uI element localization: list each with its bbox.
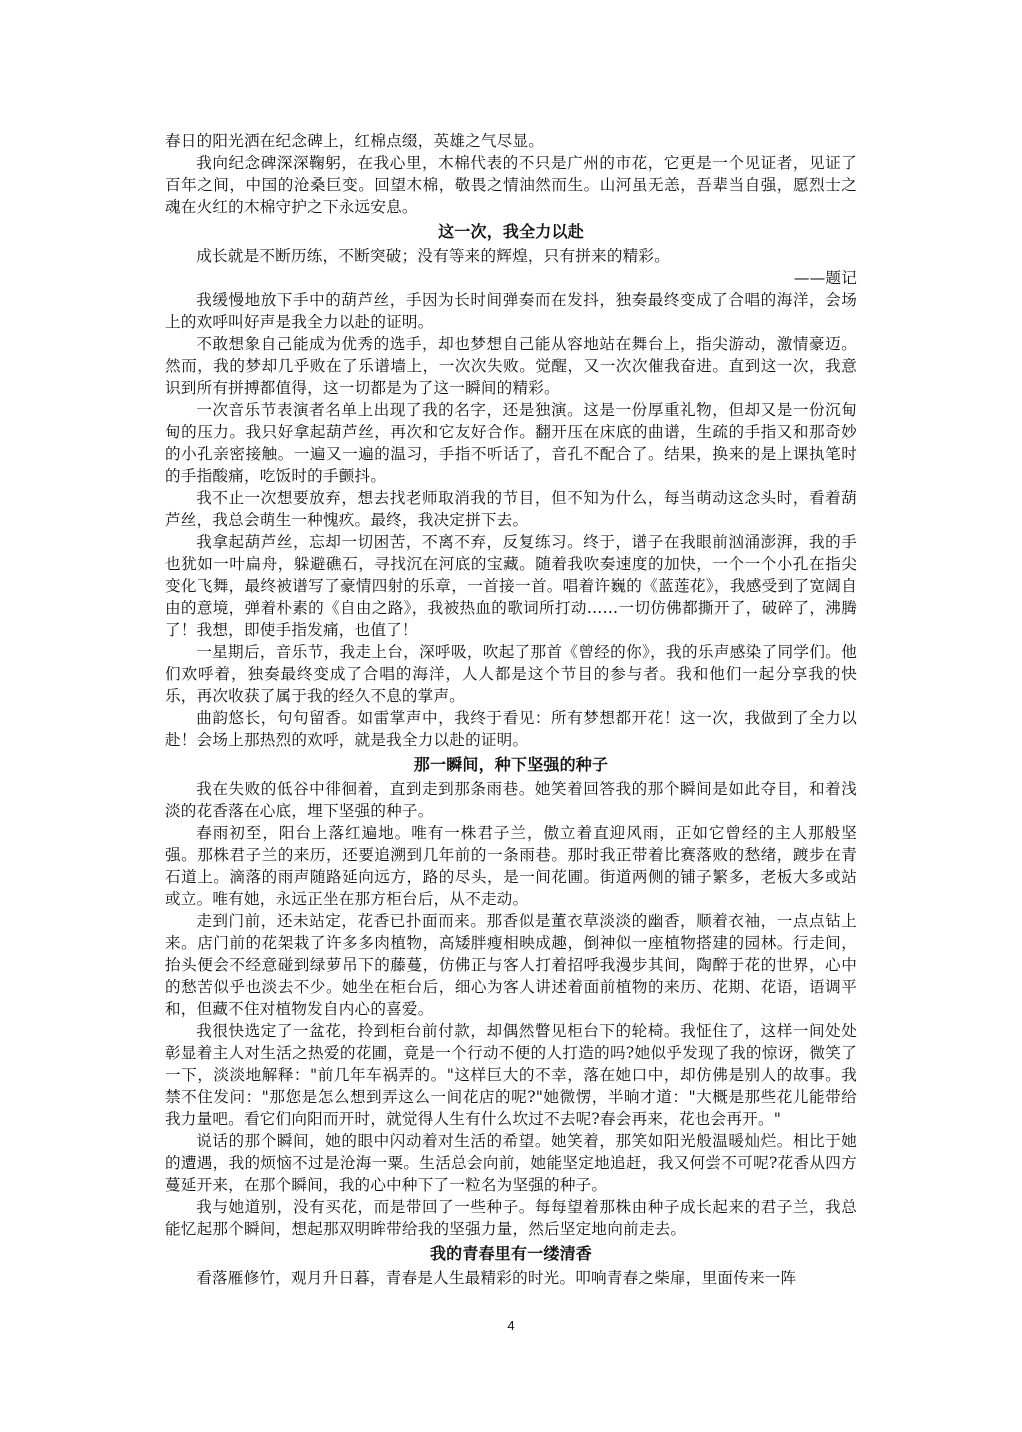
paragraph: 我在失败的低谷中徘徊着，直到走到那条雨巷。她笑着回答我的那个瞬间是如此夺目，和着浅淡的花香落在心底，埋下坚强的种子。	[165, 780, 857, 820]
paragraph: 我拿起葫芦丝，忘却一切困苦，不离不弃，反复练习。终于，谱子在我眼前汹涌澎湃，我的手也犹如一叶扁舟，躲避礁石，寻找沉在河底的宝藏。随着我吹奏速度的加快，一个一个小孔在指尖变化飞舞，最终被谱写了豪情四射的乐章，一首接一首。唱着许巍的《蓝莲花》，我感受到了宽阔自由的意境，弹着朴素的《自由之路》，我被热血的歌词所打动……一切仿佛都撕开了，破碎了，沸腾了！我想，即使手指发痛，也值了！	[165, 533, 857, 639]
paragraph: 一次音乐节表演者名单上出现了我的名字，还是独演。这是一份厚重礼物，但却又是一份沉甸甸的压力。我只好拿起葫芦丝，再次和它友好合作。翻开压在床底的曲谱，生疏的手指又和那奇妙的小孔亲密接触。一遍又一遍的温习，手指不听话了，音孔不配合了。结果，换来的是上课执笔时的手指酸痛，吃饭时的手颤抖。	[165, 401, 857, 485]
paragraph: 我与她道别，没有买花，而是带回了一些种子。每每望着那株由种子成长起来的君子兰，我总能忆起那个瞬间，想起那双明眸带给我的坚强力量，然后坚定地向前走去。	[165, 1198, 857, 1238]
paragraph: 说话的那个瞬间，她的眼中闪动着对生活的希望。她笑着，那笑如阳光般温暖灿烂。相比于她的遭遇，我的烦恼不过是沧海一粟。生活总会向前，她能坚定地追赶，我又何尝不可呢?花香从四方蔓延开来，在那个瞬间，我的心中种下了一粒名为坚强的种子。	[165, 1132, 857, 1194]
epigraph: 成长就是不断历练，不断突破；没有等来的辉煌，只有拼来的精彩。	[196, 247, 671, 265]
paragraph: 不敢想象自己能成为优秀的选手，却也梦想自己能从容地站在舞台上，指尖游动，激情豪迈。然而，我的梦却几乎败在了乐谱墙上，一次次失败。觉醒，又一次次催我奋进。直到这一次，我意识到所有拼搏都值得，这一切都是为了这一瞬间的精彩。	[165, 335, 857, 397]
paragraph: 一星期后，音乐节，我走上台，深呼吸，吹起了那首《曾经的你》，我的乐声感染了同学们。他们欢呼着，独奏最终变成了合唱的海洋，人人都是这个节目的参与者。我和他们一起分享我的快乐，再次收获了属于我的经久不息的掌声。	[165, 643, 857, 705]
paragraph: 春日的阳光洒在纪念碑上，红棉点缀，英雄之气尽显。	[165, 132, 545, 150]
essay-title: 那一瞬间，种下坚强的种子	[413, 755, 609, 774]
paragraph: 春雨初至，阳台上落红遍地。唯有一株君子兰，傲立着直迎风雨，正如它曾经的主人那般坚强。那株君子兰的来历，还要追溯到几年前的一条雨巷。那时我正带着比赛落败的愁绪，踱步在青石道上。滴落的雨声随路延向远方，路的尽头，是一间花圃。街道两侧的铺子繁多，老板大多或站或立。唯有她，永远正坐在那方柜台后，从不走动。	[165, 824, 857, 908]
paragraph: 我向纪念碑深深鞠躬，在我心里，木棉代表的不只是广州的市花，它更是一个见证者，见证了百年之间，中国的沧桑巨变。回望木棉，敬畏之情油然而生。山河虽无恙，吾辈当自强，愿烈士之魂在火红的木棉守护之下永远安息。	[165, 154, 857, 216]
epigraph-signature: ——题记	[793, 269, 857, 287]
paragraph: 看落雁修竹，观月升日暮，青春是人生最精彩的时光。叩响青春之柴扉，里面传来一阵	[196, 1269, 797, 1287]
page-number: 4	[507, 1318, 515, 1333]
paragraph: 走到门前，还未站定，花香已扑面而来。那香似是董衣草淡淡的幽香，顺着衣袖，一点点钻上来。店门前的花架栽了许多多肉植物，高矮胖瘦相映成趣，倒神似一座植物搭建的园林。行走间，抬头便会不经意碰到绿萝吊下的藤蔓，仿佛正与客人打着招呼我漫步其间，陶醉于花的世界，心中的愁苦似乎也淡去不少。她坐在柜台后，细心为客人讲述着面前植物的来历、花期、花语，语调平和，但藏不住对植物发自内心的喜爱。	[165, 912, 857, 1018]
paragraph: 我很快选定了一盆花，拎到柜台前付款，却偶然瞥见柜台下的轮椅。我怔住了，这样一间处处彰显着主人对生活之热爱的花圃，竟是一个行动不便的人打造的吗?她似乎发现了我的惊讶，微笑了一下，淡淡地解释："前几年车祸弄的。"这样巨大的不幸，落在她口中，却仿佛是别人的故事。我禁不住发问："那您是怎么想到弄这么一间花店的呢?"她微愣，半晌才道："大概是那些花儿能带给我力量吧。看它们向阳而开时，就觉得人生有什么坎过不去呢?春会再来，花也会再开。"	[165, 1022, 857, 1128]
essay-title: 我的青春里有一缕清香	[429, 1244, 592, 1263]
paragraph: 我不止一次想要放弃，想去找老师取消我的节目，但不知为什么，每当萌动这念头时，看着葫芦丝，我总会萌生一种愧疚。最终，我决定拼下去。	[165, 489, 857, 529]
paragraph: 我缓慢地放下手中的葫芦丝，手因为长时间弹奏而在发抖，独奏最终变成了合唱的海洋，会场上的欢呼叫好声是我全力以赴的证明。	[165, 291, 857, 331]
page-content	[165, 130, 857, 1289]
essay-title: 这一次，我全力以赴	[438, 222, 584, 241]
paragraph: 曲韵悠长，句句留香。如雷掌声中，我终于看见：所有梦想都开花！这一次，我做到了全力以赴！会场上那热烈的欢呼，就是我全力以赴的证明。	[165, 709, 857, 749]
